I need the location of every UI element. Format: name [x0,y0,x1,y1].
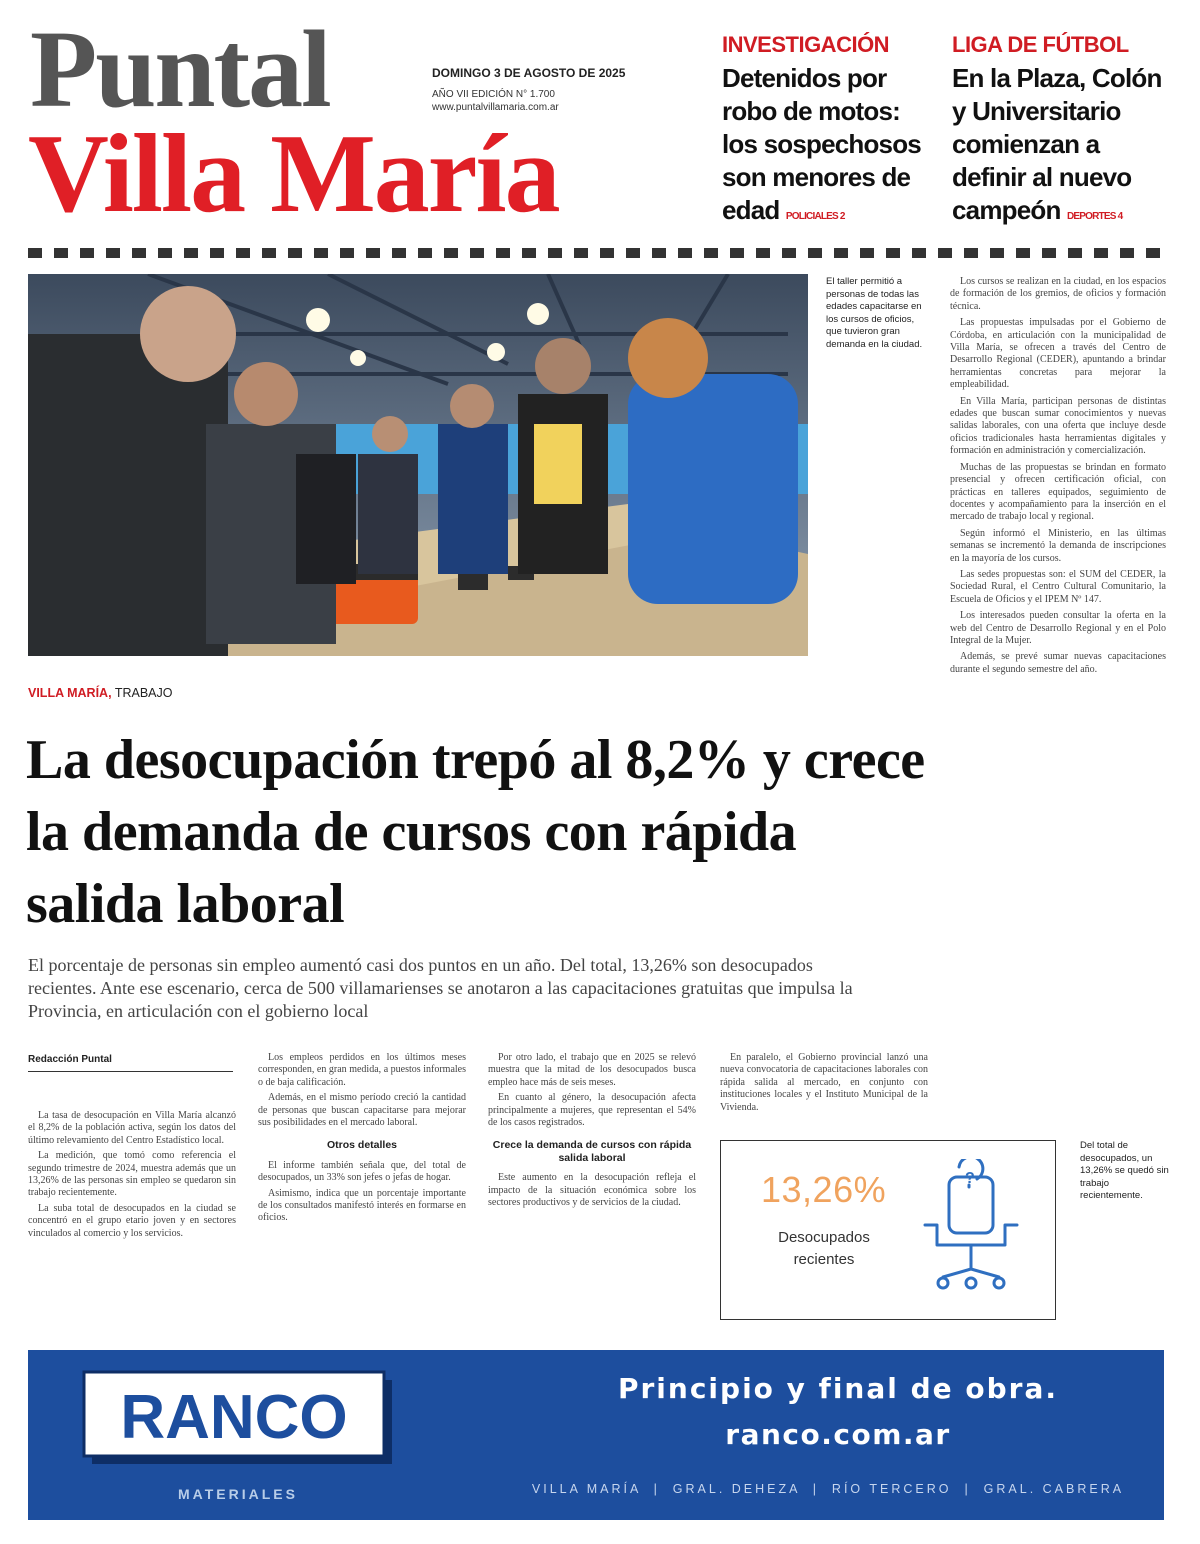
teaser-kicker: LIGA DE FÚTBOL [952,32,1129,57]
lead-photo [28,274,808,656]
stat-infographic [720,1140,1056,1320]
svg-text:?: ? [965,1170,975,1187]
teaser-section-ref: DEPORTES 4 [1066,211,1123,222]
website-link[interactable]: www.puntalvillamaria.com.ar [432,102,559,113]
teaser-liga-futbol[interactable] [952,32,1162,233]
stat-caption: Del total de desocupados, un 13,26% se quedó sin trabajo recientemente. [1080,1140,1169,1201]
paragraph: Los cursos se realizan en la ciudad, en los espacios de formación de los gremios, de oficios y formación técnica. [950,276,1166,312]
body-column-1 [28,1110,236,1243]
teaser-kicker: INVESTIGACIÓN [722,32,890,57]
paragraph: Las sedes propuestas son: el SUM del CEDER, la Sociedad Rural, el Centro Cultural Comunitario, la Escuela de Oficios y el IPEM Nº 147. [950,568,1166,605]
stat-value: 13,26% [761,1169,887,1210]
office-chair-icon [919,1159,1023,1299]
section-place: VILLA MARÍA, [28,686,112,700]
paragraph: Muchas de las propuestas se brindan en formato presencial y ofrecen certificación oficial, con prácticas en talleres equipados, seguimiento de docentes y acompañamiento para la inserción en el mercado de trabajo local y regional. [950,461,1166,523]
photo-caption: El taller permitió a personas de todas las edades capacitarse en los cursos de oficios, que tuvieron gran demanda en la ciudad. [826,276,923,350]
paragraph: Los empleos perdidos en los últimos meses corresponden, en gran medida, a puestos informales o de baja calificación. [258,1052,466,1088]
edition-date: DOMINGO 3 DE AGOSTO DE 2025 [432,66,626,80]
teaser-headline: En la Plaza, Colón y Universitario comienzan a definir al nuevo campeón DEPORTES 4 [952,63,1162,225]
branch: GRAL. CABRERA [983,1482,1125,1496]
paragraph: La suba total de desocupados en la ciudad se concentró en el grupo etario joven y en sectores vinculados al comercio y los servicios. [28,1202,236,1239]
paragraph: Según informó el Ministerio, en las últimas semanas se incrementó la demanda de inscripciones en la mayoría de los cursos. [950,527,1166,564]
right-text-column [950,276,1166,680]
section-topic: TRABAJO [114,686,173,700]
ad-tagline: Principio y final de obra. [617,1372,1059,1405]
paragraph: La medición, que tomó como referencia el segundo trimestre de 2024, muestra además que un 13,26% de las personas sin empleo se quedaron sin trabajo recientemente. [28,1150,236,1199]
teaser-section-ref: POLICIALES 2 [785,211,845,222]
edition-info [432,88,559,114]
ranco-advertisement[interactable] [28,1350,1164,1520]
paragraph: Por otro lado, el trabajo que en 2025 se relevó muestra que la mitad de los desocupados busca empleo hace más de seis meses. [488,1052,696,1088]
masthead-villa-maria: Villa María [28,112,559,236]
paragraph: En cuanto al género, la desocupación afecta principalmente a mujeres, que representan el 54% de los casos registrados. [488,1092,696,1129]
paragraph: El informe también señala que, del total de desocupados, un 33% son jefes o jefas de hogar. [258,1159,466,1184]
paragraph: Las propuestas impulsadas por el Gobierno de Córdoba, en articulación con la municipalidad de Villa María, se ofrecen a través del Centro de Desarrollo Regional (CEDER), apuntando a brindar herramientas concretas para mejorar la empleabilidad. [950,317,1166,391]
body-column-3 [488,1052,696,1212]
stat-label: Desocupados recientes [778,1229,870,1268]
branch: GRAL. DEHEZA [672,1482,800,1496]
paragraph: En paralelo, el Gobierno provincial lanzó una nueva convocatoria de capacitaciones laborales con rápida salida al mercado, en conjunto con instituciones locales y el Instituto Municipal de la Vivienda. [720,1052,928,1113]
edition-number: AÑO VII EDICIÓN N° 1.700 [432,89,555,100]
branch: RÍO TERCERO [831,1482,952,1496]
paragraph: Asimismo, indica que un porcentaje importante de los consultados manifestó interés en formarse en oficios. [258,1187,466,1224]
subheading: Otros detalles [326,1139,398,1152]
ad-materiales: MATERIALES [178,1486,298,1502]
paragraph: Los interesados pueden consultar la oferta en la web del Centro de Desarrollo Regional y en el Polo Integral de la Mujer. [950,610,1166,646]
ad-url[interactable]: ranco.com.ar [725,1418,951,1451]
paragraph: Este aumento en la desocupación refleja el impacto de la situación económica sobre los sectores productivos y de servicios de la ciudad. [488,1172,696,1209]
teaser-headline: Detenidos por robo de motos: los sospechosos son menores de edad POLICIALES 2 [722,63,921,225]
branch: VILLA MARÍA [531,1482,641,1496]
ranco-logo-text: RANCO [120,1383,348,1452]
section-label [28,686,172,700]
masthead-puntal: Puntal [30,8,330,130]
body-column-2 [258,1052,466,1228]
paragraph: En Villa María, participan personas de distintas edades que buscan sumar conocimientos y nuevas salidas laborales, con una oferta que incluye desde oficios tradicionales hasta herramientas digitales y formación en administración y comercialización. [950,395,1166,457]
ad-branches: VILLA MARÍA | GRAL. DEHEZA | RÍO TERCERO | GRAL. CABRERA [531,1482,1125,1496]
paragraph: Además, se prevé sumar nuevas capacitaciones durante el segundo semestre del año. [950,651,1166,675]
paragraph: La tasa de desocupación en Villa María alcanzó el 8,2% de la población activa, según los datos del último relevamiento del Centro Estadístico local. [28,1110,236,1146]
main-headline[interactable]: La desocupación trepó al 8,2% y crece la demanda de cursos con rápida salida laboral [26,729,925,935]
byline: Redacción Puntal [28,1054,233,1072]
teaser-investigacion[interactable] [722,32,932,233]
dashed-divider [28,248,1168,258]
subheading: Crece la demanda de cursos con rápida salida laboral [492,1139,692,1164]
body-column-4 [720,1052,928,1117]
paragraph: Además, en el mismo período creció la cantidad de personas que buscan capacitarse para mejorar sus posibilidades en el mercado laboral. [258,1092,466,1129]
ranco-logo [80,1368,400,1464]
lead-paragraph: El porcentaje de personas sin empleo aumentó casi dos puntos en un año. Del total, 13,26% son desocupados recientes. Ante ese escenario, cerca de 500 villamarienses se anotaron a las capacitaciones gratuitas que impulsa la Provincia, en articulación con el gobierno local [28,955,853,1021]
